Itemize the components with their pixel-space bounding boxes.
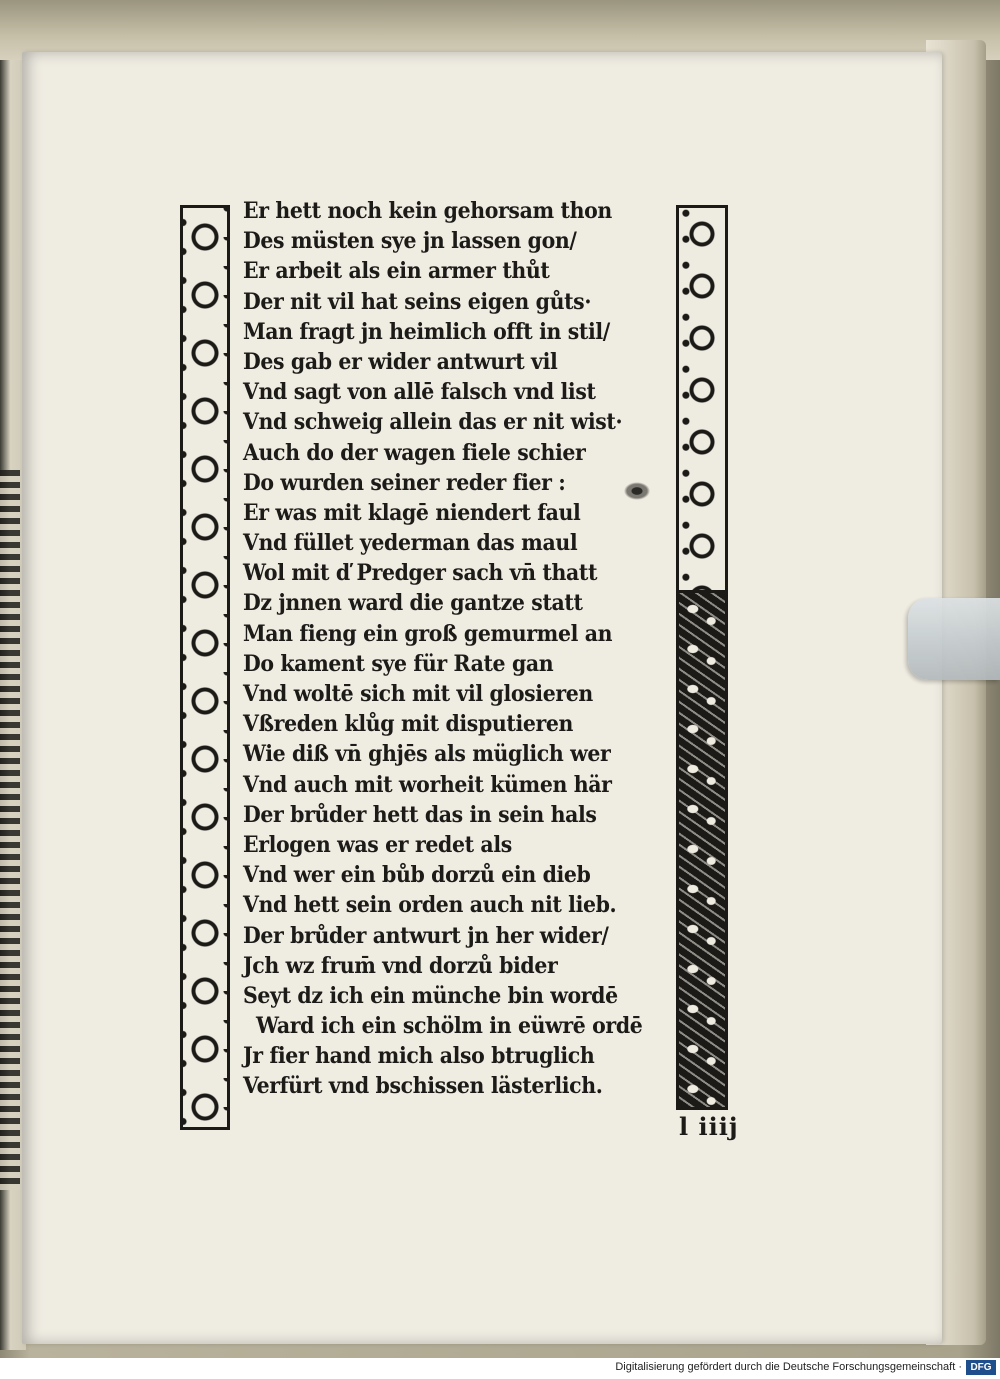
verse-line: Man fieng ein groß gemurmel an [243, 620, 613, 647]
verse-line: Do wurden seiner reder fier : [243, 469, 566, 496]
ornamental-border-right-lower [676, 590, 728, 1110]
verse-line: Vnd schweig allein das er nit wist· [243, 409, 623, 436]
verse-line: Jr fier hand mich also btruglich [243, 1043, 595, 1070]
verse-text-block [243, 196, 673, 1102]
verse-line: Erlogen was er redet als [243, 831, 512, 858]
verse-line: Auch do der wagen fiele schier [243, 439, 586, 466]
verse-line: Der nit vil hat seins eigen gůts· [243, 288, 592, 315]
ornamental-border-left [180, 205, 230, 1130]
verse-line: Jch wz frum̄ vnd dorzů bider [243, 952, 558, 979]
verse-line: Vnd füllet yederman das maul [243, 530, 578, 557]
signature-mark: l iiij [679, 1112, 739, 1141]
verse-line: Vnd woltē sich mit vil glosieren [243, 681, 593, 707]
dfg-logo: DFG [966, 1360, 996, 1375]
verse-line: Wol mit ď Predger sach vn̄ thatt [243, 560, 598, 587]
verse-line: Wie diß vn̄ ghjēs als müglich wer [243, 741, 611, 768]
verse-line: Er arbeit als ein armer thůt [243, 258, 550, 285]
verse-line: Er hett noch kein gehorsam thon [243, 198, 612, 224]
verse-line: Des gab er wider antwurt vil [243, 348, 558, 375]
verse-line: Vnd sagt von allē falsch vnd list [243, 379, 596, 406]
verse-line: Der brůder hett das in sein hals [243, 801, 597, 828]
verse-line: Des müsten sye jn lassen gon/ [243, 228, 577, 255]
book-top-edge [0, 0, 1000, 60]
verse-line: Ward ich ein schölm in eüwrē ordē [256, 1013, 643, 1040]
verse-line: Vnd hett sein orden auch nit lieb. [243, 892, 617, 919]
verse-line: Do kament sye für Rate gan [243, 650, 554, 677]
verse-line: Er was mit klagē niendert faul [243, 499, 581, 526]
verse-line: Vßreden klůg mit disputieren [243, 711, 574, 738]
ornamental-border-right-upper [676, 205, 728, 595]
page-clip [908, 598, 1000, 680]
verse-line: Vnd auch mit worheit kümen här [243, 771, 612, 798]
verse-line: Man fragt jn heimlich offt in stil/ [243, 318, 610, 345]
funding-credit: Digitalisierung gefördert durch die Deutsche Forschungsgemeinschaft · [615, 1361, 962, 1373]
verse-line: Dz jnnen ward die gantze statt [243, 590, 583, 617]
footer-bar [0, 1358, 1000, 1379]
previous-page-ornament [0, 470, 20, 1190]
verse-line: Seyt dz ich ein münche bin wordē [243, 982, 618, 1009]
verse-line: Verfürt vnd bschissen lästerlich. [243, 1073, 603, 1100]
verse-line: Der brůder antwurt jn her wider/ [243, 922, 609, 949]
verse-line: Vnd wer ein bůb dorzů ein dieb [243, 862, 591, 889]
